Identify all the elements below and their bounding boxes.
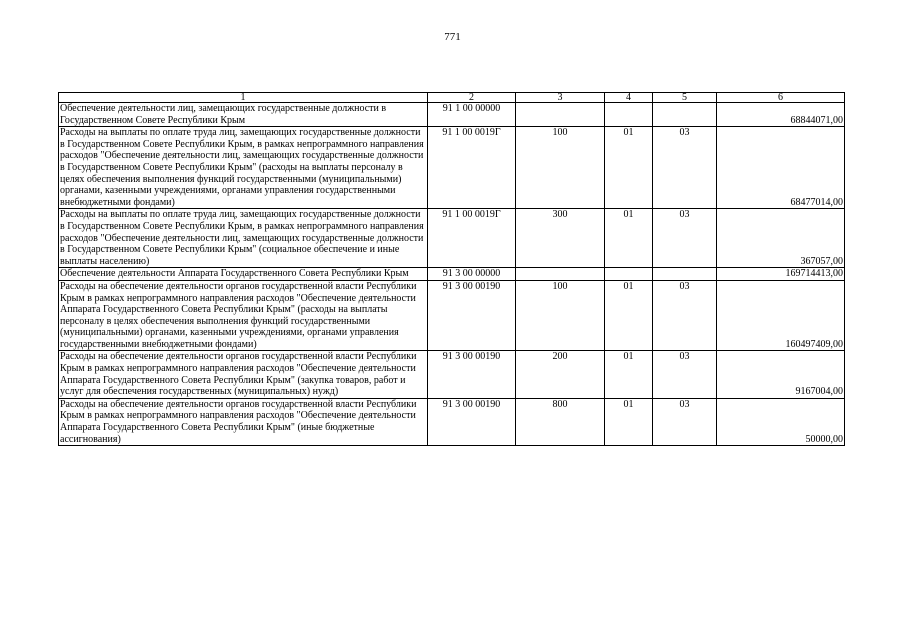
expense-name-cell: Расходы на обеспечение деятельности органов государственной власти Республики Крым в рамках непрограммного направления расходов "Обеспечение деятельности Аппарата Государственного Совета Республики Крым" (иные бюджетные ассигнования) [59,398,428,445]
expense-name-cell: Обеспечение деятельности Аппарата Государственного Совета Республики Крым [59,268,428,281]
header-cell: 1 [59,93,428,103]
subsection-cell: 03 [653,351,717,398]
expense-name-cell: Обеспечение деятельности лиц, замещающих государственные должности в Государственном Совете Республики Крым [59,103,428,127]
subsection-cell: 03 [653,280,717,351]
section-cell [605,268,653,281]
table-row [59,280,845,351]
amount-cell: 169714413,00 [717,268,845,281]
subsection-cell [653,268,717,281]
amount-cell: 50000,00 [717,398,845,445]
section-cell: 01 [605,280,653,351]
table-row [59,209,845,268]
target-code-cell: 91 1 00 00000 [428,103,516,127]
target-code-cell: 91 3 00 00190 [428,280,516,351]
section-cell: 01 [605,351,653,398]
table-row [59,398,845,445]
target-code-cell: 91 3 00 00190 [428,351,516,398]
target-code-cell: 91 3 00 00000 [428,268,516,281]
subsection-cell: 03 [653,209,717,268]
page-number: 771 [444,31,461,43]
subsection-cell: 03 [653,127,717,209]
expense-name-cell: Расходы на обеспечение деятельности органов государственной власти Республики Крым в рамках непрограммного направления расходов "Обеспечение деятельности Аппарата Государственного Совета Республики Крым" (расходы на выплаты персоналу в целях обеспечения выполнения функций государственными (муниципальными) органами, казенными учреждениями, органами управления государственными внебюджетными фондами) [59,280,428,351]
subsection-cell: 03 [653,398,717,445]
budget-table [58,92,845,446]
expense-name-cell: Расходы на выплаты по оплате труда лиц, замещающих государственные должности в Государственном Совете Республики Крым, в рамках непрограммного направления расходов "Обеспечение деятельности лиц, замещающих государственные должности в Государственном Совете Республики Крым" (социальное обеспечение и иные выплаты населению) [59,209,428,268]
target-code-cell: 91 1 00 0019Г [428,209,516,268]
table-row [59,103,845,127]
header-cell: 4 [605,93,653,103]
amount-cell: 68844071,00 [717,103,845,127]
header-cell: 6 [717,93,845,103]
expense-type-cell: 200 [516,351,605,398]
table-row [59,127,845,209]
section-cell: 01 [605,398,653,445]
expense-type-cell: 100 [516,127,605,209]
expense-type-cell: 800 [516,398,605,445]
section-cell: 01 [605,209,653,268]
expense-name-cell: Расходы на выплаты по оплате труда лиц, замещающих государственные должности в Государственном Совете Республики Крым, в рамках непрограммного направления расходов "Обеспечение деятельности лиц, замещающих государственные должности в Государственном Совете Республики Крым" (расходы на выплаты персоналу в целях обеспечения выполнения функций государственными (муниципальными) органами, казенными учреждениями, органами управления государственными внебюджетными фондами) [59,127,428,209]
expense-type-cell [516,268,605,281]
subsection-cell [653,103,717,127]
amount-cell: 160497409,00 [717,280,845,351]
header-cell: 5 [653,93,717,103]
amount-cell: 367057,00 [717,209,845,268]
expense-type-cell: 300 [516,209,605,268]
header-cell: 3 [516,93,605,103]
expense-name-cell: Расходы на обеспечение деятельности органов государственной власти Республики Крым в рамках непрограммного направления расходов "Обеспечение деятельности Аппарата Государственного Совета Республики Крым" (закупка товаров, работ и услуг для обеспечения государственных (муниципальных) нужд) [59,351,428,398]
table-row [59,351,845,398]
amount-cell: 9167004,00 [717,351,845,398]
expense-type-cell: 100 [516,280,605,351]
section-cell: 01 [605,127,653,209]
expense-type-cell [516,103,605,127]
target-code-cell: 91 1 00 0019Г [428,127,516,209]
header-cell: 2 [428,93,516,103]
amount-cell: 68477014,00 [717,127,845,209]
table-row [59,268,845,281]
target-code-cell: 91 3 00 00190 [428,398,516,445]
section-cell [605,103,653,127]
header-row [59,93,845,103]
